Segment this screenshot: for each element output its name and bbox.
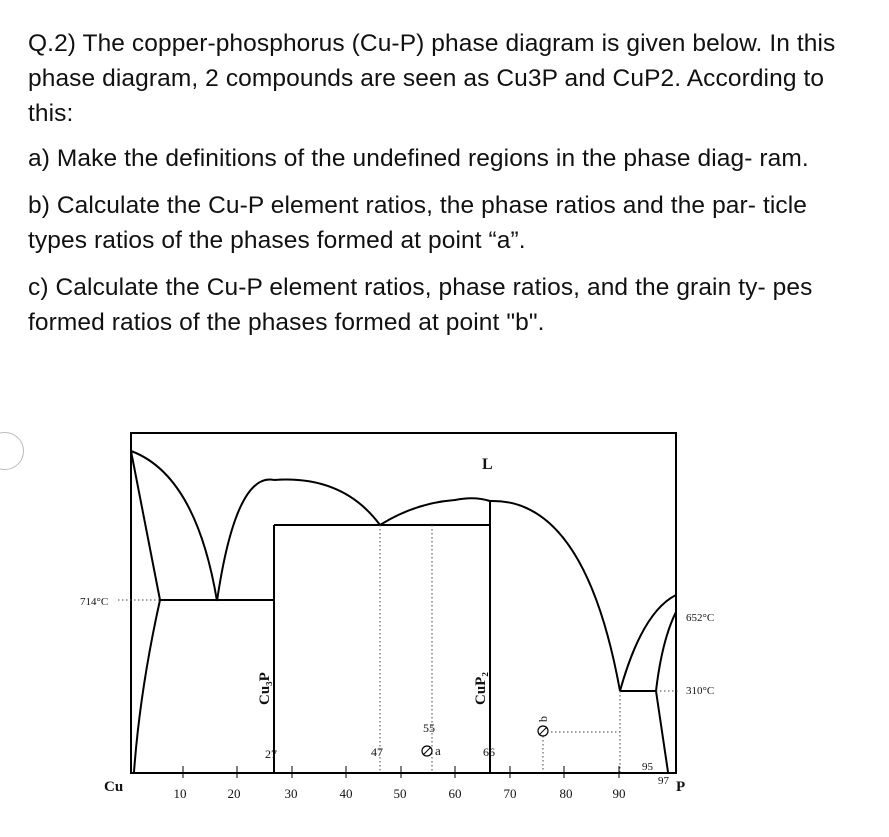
temp-label-714: 714°C bbox=[80, 596, 109, 608]
comp-label-27: 27 bbox=[265, 747, 277, 761]
liquidus-cu3p-rise bbox=[217, 480, 274, 601]
p-end-label: P bbox=[676, 779, 686, 795]
solvus-p-lower bbox=[656, 691, 668, 772]
compound-label-cu3p: Cu₃P bbox=[257, 672, 273, 705]
liquid-label: L bbox=[482, 456, 493, 473]
tick-label-80: 80 bbox=[559, 786, 573, 801]
tick-label-90: 90 bbox=[612, 786, 626, 801]
temp-label-310: 310°C bbox=[686, 685, 715, 697]
liquidus-p-rise bbox=[620, 595, 676, 691]
solidus-alpha-upper bbox=[131, 451, 160, 600]
liquidus-cup2-fall bbox=[490, 501, 620, 691]
liquidus-left bbox=[131, 451, 217, 601]
diagram-frame bbox=[131, 433, 676, 773]
comp-label-95: 95 bbox=[642, 761, 653, 773]
comp-label-55: 55 bbox=[423, 721, 435, 735]
reference-lines bbox=[118, 525, 678, 772]
composition-labels bbox=[265, 721, 670, 787]
temp-label-652: 652°C bbox=[686, 612, 715, 624]
point-a-marker bbox=[422, 746, 432, 756]
tick-label-10: 10 bbox=[173, 786, 187, 801]
tick-label-30: 30 bbox=[284, 786, 298, 801]
question-part-a: a) Make the definitions of the undefined regions in the phase diag- ram. bbox=[28, 145, 809, 172]
point-b-label: b bbox=[536, 716, 550, 722]
question-intro: Q.2) The copper-phosphorus (Cu-P) phase diagram is given below. In this phase diagram, 2 compounds are seen as Cu3P and CuP2. According to this: bbox=[28, 30, 836, 127]
tick-label-70: 70 bbox=[503, 786, 517, 801]
liquidus-cu3p-fall bbox=[274, 480, 380, 525]
comp-label-97: 97 bbox=[658, 775, 669, 787]
point-a-label: a bbox=[435, 743, 441, 758]
tick-label-40: 40 bbox=[339, 786, 353, 801]
x-axis-tick-labels bbox=[174, 786, 626, 801]
tick-label-60: 60 bbox=[448, 786, 462, 801]
solidus-p-upper bbox=[656, 612, 676, 691]
tick-label-20: 20 bbox=[227, 786, 241, 801]
phase-boundaries bbox=[131, 451, 676, 772]
question-part-c: c) Calculate the Cu-P element ratios, phase ratios, and the grain ty- pes formed ratios of the phases formed at point "b". bbox=[28, 274, 813, 336]
compound-label-cup2: CuP₂ bbox=[473, 672, 489, 705]
liquidus-cup2-rise bbox=[380, 498, 490, 525]
point-b-marker bbox=[538, 726, 548, 736]
comp-label-66: 66 bbox=[483, 745, 495, 759]
solvus-alpha bbox=[134, 600, 160, 772]
cu-end-label: Cu bbox=[104, 779, 124, 795]
question-part-b: b) Calculate the Cu-P element ratios, the phase ratios and the par- ticle types ratios of the phases formed at point “a”. bbox=[28, 192, 808, 254]
comp-label-47: 47 bbox=[371, 745, 383, 759]
tick-label-50: 50 bbox=[393, 786, 407, 801]
